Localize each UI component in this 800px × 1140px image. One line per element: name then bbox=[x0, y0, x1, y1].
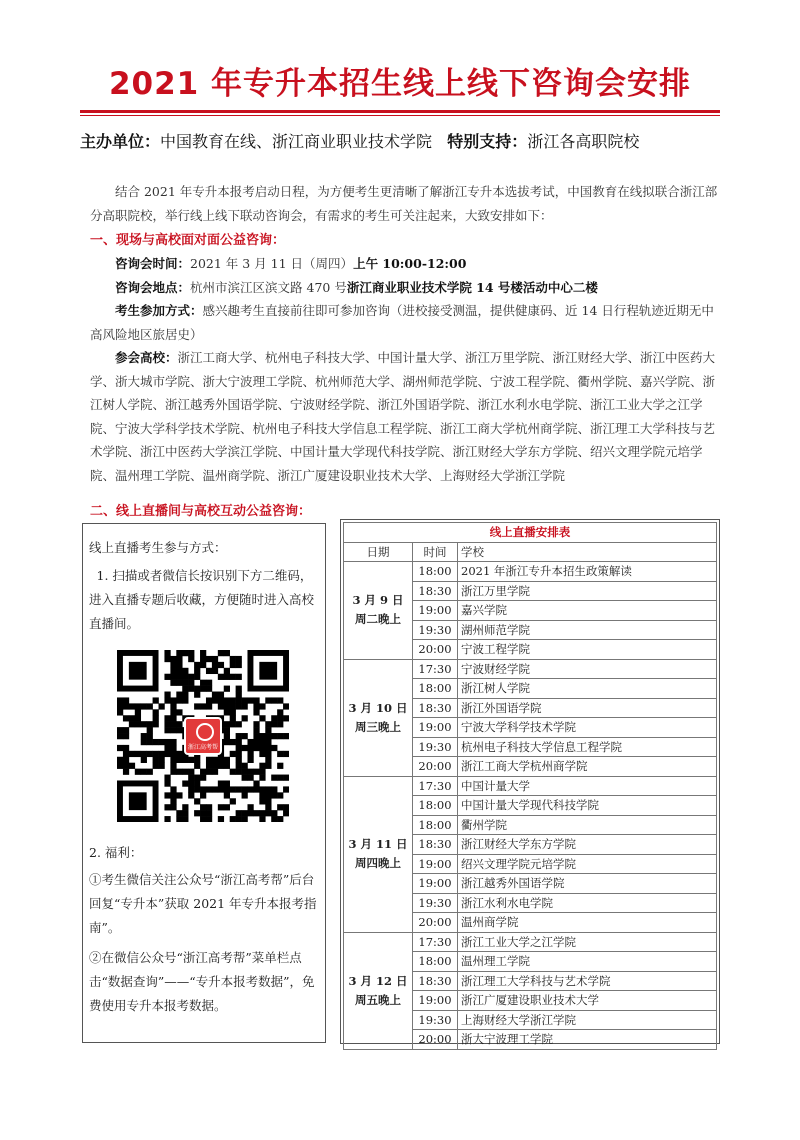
schedule-time: 19:30 bbox=[413, 893, 458, 913]
table-row bbox=[344, 659, 717, 679]
schedule-time: 20:00 bbox=[413, 1030, 458, 1050]
schedule-school: 浙江水利水电学院 bbox=[458, 893, 717, 913]
schedule-table bbox=[343, 522, 717, 1050]
live-participation-box bbox=[82, 523, 326, 1043]
schedule-time: 18:30 bbox=[413, 835, 458, 855]
attend-way bbox=[90, 299, 720, 346]
support-value: 浙江各高职院校 bbox=[527, 132, 640, 151]
schedule-time: 17:30 bbox=[413, 932, 458, 952]
schedule-time: 18:00 bbox=[413, 796, 458, 816]
schedule-school: 浙江树人学院 bbox=[458, 679, 717, 699]
schedule-school: 温州商学院 bbox=[458, 913, 717, 933]
title-divider-thin bbox=[80, 115, 720, 116]
consult-time-label: 咨询会时间： bbox=[115, 256, 191, 271]
schedule-time: 19:00 bbox=[413, 718, 458, 738]
schedule-caption: 线上直播安排表 bbox=[344, 523, 717, 543]
schedule-time: 20:00 bbox=[413, 913, 458, 933]
col-header-time: 时间 bbox=[413, 542, 458, 562]
schedule-time: 19:30 bbox=[413, 737, 458, 757]
attend-way-label: 考生参加方式： bbox=[115, 303, 203, 318]
schedule-school: 宁波工程学院 bbox=[458, 640, 717, 660]
schedule-school: 浙江工商大学杭州商学院 bbox=[458, 757, 717, 777]
schedule-school: 2021 年浙江专升本招生政策解读 bbox=[458, 562, 717, 582]
schedule-school: 中国计量大学现代科技学院 bbox=[458, 796, 717, 816]
schedule-time: 18:00 bbox=[413, 815, 458, 835]
schedule-school: 宁波财经学院 bbox=[458, 659, 717, 679]
schedule-school: 浙江工业大学之江学院 bbox=[458, 932, 717, 952]
schedule-date: 3 月 9 日 周二晚上 bbox=[344, 562, 413, 660]
sponsor-line bbox=[80, 129, 639, 152]
schedule-time: 19:00 bbox=[413, 601, 458, 621]
schools-list bbox=[90, 346, 720, 487]
schedule-table-box bbox=[340, 519, 720, 1044]
page-title: 2021 年专升本招生线上线下咨询会安排 bbox=[108, 66, 692, 102]
benefit-1: ①考生微信关注公众号“浙江高考帮”后台回复“专升本”获取 2021 年专升本报考指南”。 bbox=[89, 872, 317, 935]
schools-label: 参会高校： bbox=[115, 350, 178, 365]
schedule-time: 19:30 bbox=[413, 620, 458, 640]
qr-code-icon[interactable] bbox=[117, 650, 289, 822]
consult-time-value: 2021 年 3 月 11 日（周四） bbox=[190, 256, 354, 271]
schedule-school: 浙江财经大学东方学院 bbox=[458, 835, 717, 855]
consult-place bbox=[90, 276, 720, 300]
schedule-date: 3 月 11 日 周四晚上 bbox=[344, 776, 413, 932]
schedule-school: 浙江广厦建设职业技术大学 bbox=[458, 991, 717, 1011]
intro-paragraph: 结合 2021 年专升本报考启动日程，为方便考生更清晰了解浙江专升本选拔考试，中国教育在线拟联合浙江部分高职院校，举行线上线下联动咨询会，有需求的考生可关注起来，大致安排如下： bbox=[90, 184, 718, 223]
col-header-date: 日期 bbox=[344, 542, 413, 562]
schedule-school: 宁波大学科学技术学院 bbox=[458, 718, 717, 738]
zjgkb-logo-icon bbox=[184, 717, 222, 755]
schedule-time: 17:30 bbox=[413, 659, 458, 679]
consult-time bbox=[90, 252, 720, 276]
benefit-2: ②在微信公众号“浙江高考帮”菜单栏点击“数据查询”——“专升本报考数据”，免费使用专升本报考数据。 bbox=[89, 950, 315, 1013]
consult-place-venue: 浙江商业职业技术学院 14 号楼活动中心二楼 bbox=[346, 280, 598, 295]
schedule-school: 浙江理工大学科技与艺术学院 bbox=[458, 971, 717, 991]
schedule-school: 上海财经大学浙江学院 bbox=[458, 1010, 717, 1030]
schedule-time: 20:00 bbox=[413, 757, 458, 777]
consult-time-hours: 上午 10:00-12:00 bbox=[353, 256, 467, 271]
live-way-title: 线上直播考生参与方式： bbox=[89, 540, 227, 555]
table-row bbox=[344, 932, 717, 952]
schedule-school: 浙江外国语学院 bbox=[458, 698, 717, 718]
schedule-school: 杭州电子科技大学信息工程学院 bbox=[458, 737, 717, 757]
schedule-school: 温州理工学院 bbox=[458, 952, 717, 972]
schools-value: 浙江工商大学、杭州电子科技大学、中国计量大学、浙江万里学院、浙江财经大学、浙江中医药大学、浙大城市学院、浙大宁波理工学院、杭州师范大学、湖州师范学院、宁波工程学院、衢州学院、嘉兴学院、浙江树人学院、浙江越秀外国语学院、宁波财经学院、浙江外国语学院、浙江水利水电学院、浙江工业大学之江学院、宁波大学科学技术学院、杭州电子科技大学信息工程学院、浙江工商大学杭州商学院、浙江理工大学科技与艺术学院、浙江中医药大学滨江学院、中国计量大学现代科技学院、浙江财经大学东方学院、绍兴文理学院元培学院、温州理工学院、温州商学院、浙江广厦建设职业技术大学、上海财经大学浙江学院 bbox=[90, 350, 716, 483]
logo-caption: 浙江高考帮 bbox=[187, 744, 218, 751]
host-value: 中国教育在线、浙江商业职业技术学院 bbox=[160, 132, 433, 151]
schedule-school: 中国计量大学 bbox=[458, 776, 717, 796]
title-divider-thick bbox=[80, 110, 720, 113]
section1-heading: 一、现场与高校面对面公益咨询： bbox=[90, 233, 286, 248]
schedule-time: 18:30 bbox=[413, 698, 458, 718]
schedule-school: 浙江越秀外国语学院 bbox=[458, 874, 717, 894]
schedule-time: 19:30 bbox=[413, 1010, 458, 1030]
consult-place-label: 咨询会地点： bbox=[115, 280, 191, 295]
schedule-time: 19:00 bbox=[413, 854, 458, 874]
schedule-time: 17:30 bbox=[413, 776, 458, 796]
table-row bbox=[344, 562, 717, 582]
attend-way-value: 感兴趣考生直接前往即可参加咨询（进校接受测温，提供健康码、近 14 日行程轨迹近期无中高风险地区旅居史） bbox=[90, 303, 714, 342]
schedule-time: 18:30 bbox=[413, 581, 458, 601]
consult-place-value: 杭州市滨江区滨文路 470 号 bbox=[190, 280, 347, 295]
schedule-time: 20:00 bbox=[413, 640, 458, 660]
schedule-time: 18:00 bbox=[413, 952, 458, 972]
benefit-title: 2. 福利： bbox=[89, 845, 143, 860]
schedule-date: 3 月 10 日 周三晚上 bbox=[344, 659, 413, 776]
table-row bbox=[344, 776, 717, 796]
schedule-school: 嘉兴学院 bbox=[458, 601, 717, 621]
schedule-time: 18:30 bbox=[413, 971, 458, 991]
section2-heading: 二、线上直播间与高校互动公益咨询： bbox=[90, 504, 312, 519]
schedule-time: 19:00 bbox=[413, 874, 458, 894]
col-header-school: 学校 bbox=[458, 542, 717, 562]
schedule-time: 18:00 bbox=[413, 679, 458, 699]
schedule-time: 18:00 bbox=[413, 562, 458, 582]
schedule-school: 湖州师范学院 bbox=[458, 620, 717, 640]
live-step1: 1. 扫描或者微信长按识别下方二维码，进入直播专题后收藏，方便随时进入高校直播间。 bbox=[89, 568, 315, 631]
schedule-school: 衢州学院 bbox=[458, 815, 717, 835]
schedule-school: 浙大宁波理工学院 bbox=[458, 1030, 717, 1050]
schedule-school: 绍兴文理学院元培学院 bbox=[458, 854, 717, 874]
schedule-time: 19:00 bbox=[413, 991, 458, 1011]
schedule-date: 3 月 12 日 周五晚上 bbox=[344, 932, 413, 1049]
schedule-school: 浙江万里学院 bbox=[458, 581, 717, 601]
host-label: 主办单位： bbox=[80, 132, 161, 151]
support-label: 特别支持： bbox=[447, 132, 528, 151]
